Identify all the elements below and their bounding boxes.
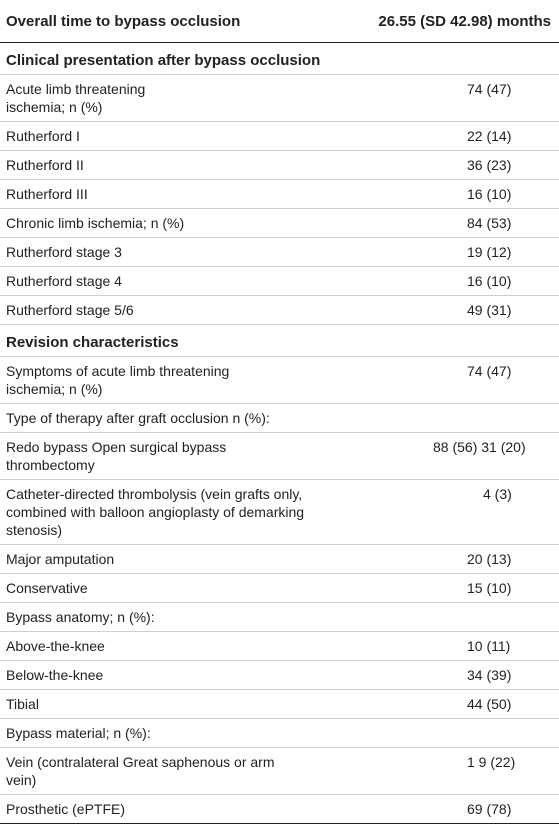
row-label: Type of therapy after graft occlusion n (%): — [0, 404, 559, 433]
row-value: 20 (13) — [345, 545, 559, 574]
table-row — [0, 404, 559, 433]
row-value: 1 9 (22) — [345, 748, 559, 795]
row-label: Rutherford stage 3 — [0, 238, 345, 267]
row-label: Tibial — [0, 690, 345, 719]
table-row — [0, 748, 559, 795]
table-row — [0, 480, 559, 545]
row-value: 15 (10) — [345, 574, 559, 603]
section-row-revision-characteristics — [0, 325, 559, 357]
row-value: 49 (31) — [345, 296, 559, 325]
table-row — [0, 719, 559, 748]
row-label: Rutherford II — [0, 151, 345, 180]
row-value: 16 (10) — [345, 180, 559, 209]
table-row — [0, 433, 559, 480]
row-label: Bypass anatomy; n (%): — [0, 603, 559, 632]
row-label: Major amputation — [0, 545, 345, 574]
table-row — [0, 238, 559, 267]
table-row — [0, 180, 559, 209]
section-row-clinical-presentation — [0, 43, 559, 75]
table-row — [0, 209, 559, 238]
row-value: 44 (50) — [345, 690, 559, 719]
row-value: 4 (3) — [345, 480, 559, 545]
row-value: 88 (56) 31 (20) — [345, 433, 559, 480]
table-row — [0, 795, 559, 824]
row-label: Chronic limb ischemia; n (%) — [0, 209, 345, 238]
row-label: Conservative — [0, 574, 345, 603]
row-label: Vein (contralateral Great saphenous or arm vein) — [0, 748, 345, 795]
table-row — [0, 574, 559, 603]
section-label: Clinical presentation after bypass occlusion — [0, 43, 559, 75]
row-value: 19 (12) — [345, 238, 559, 267]
row-value: 34 (39) — [345, 661, 559, 690]
row-label: Bypass material; n (%): — [0, 719, 559, 748]
row-label: Redo bypass Open surgical bypass thrombectomy — [0, 433, 345, 480]
table-row — [0, 545, 559, 574]
row-label: Rutherford stage 5/6 — [0, 296, 345, 325]
table-row — [0, 151, 559, 180]
row-label: Catheter-directed thrombolysis (vein grafts only, combined with balloon angioplasty of demarking stenosis) — [0, 480, 345, 545]
row-value: 84 (53) — [345, 209, 559, 238]
header-label: Overall time to bypass occlusion — [0, 0, 345, 43]
table-body — [0, 43, 559, 824]
row-value: 69 (78) — [345, 795, 559, 824]
row-value: 16 (10) — [345, 267, 559, 296]
table-row — [0, 661, 559, 690]
row-value: 10 (11) — [345, 632, 559, 661]
row-value: 74 (47) — [345, 75, 559, 122]
table-header — [0, 0, 559, 43]
header-value: 26.55 (SD 42.98) months — [345, 0, 559, 43]
table-row — [0, 690, 559, 719]
row-label: Above-the-knee — [0, 632, 345, 661]
table-row — [0, 357, 559, 404]
row-label: Below-the-knee — [0, 661, 345, 690]
table-row — [0, 267, 559, 296]
section-label: Revision characteristics — [0, 325, 559, 357]
row-value: 22 (14) — [345, 122, 559, 151]
row-value: 36 (23) — [345, 151, 559, 180]
header-row — [0, 0, 559, 43]
row-label: Rutherford III — [0, 180, 345, 209]
table-row — [0, 122, 559, 151]
row-label: Acute limb threatening ischemia; n (%) — [0, 75, 345, 122]
row-label: Prosthetic (ePTFE) — [0, 795, 345, 824]
table-row — [0, 632, 559, 661]
table-row — [0, 603, 559, 632]
row-label: Rutherford stage 4 — [0, 267, 345, 296]
table-row — [0, 75, 559, 122]
row-label: Rutherford I — [0, 122, 345, 151]
row-label: Symptoms of acute limb threatening ischemia; n (%) — [0, 357, 345, 404]
table-row — [0, 296, 559, 325]
row-value: 74 (47) — [345, 357, 559, 404]
